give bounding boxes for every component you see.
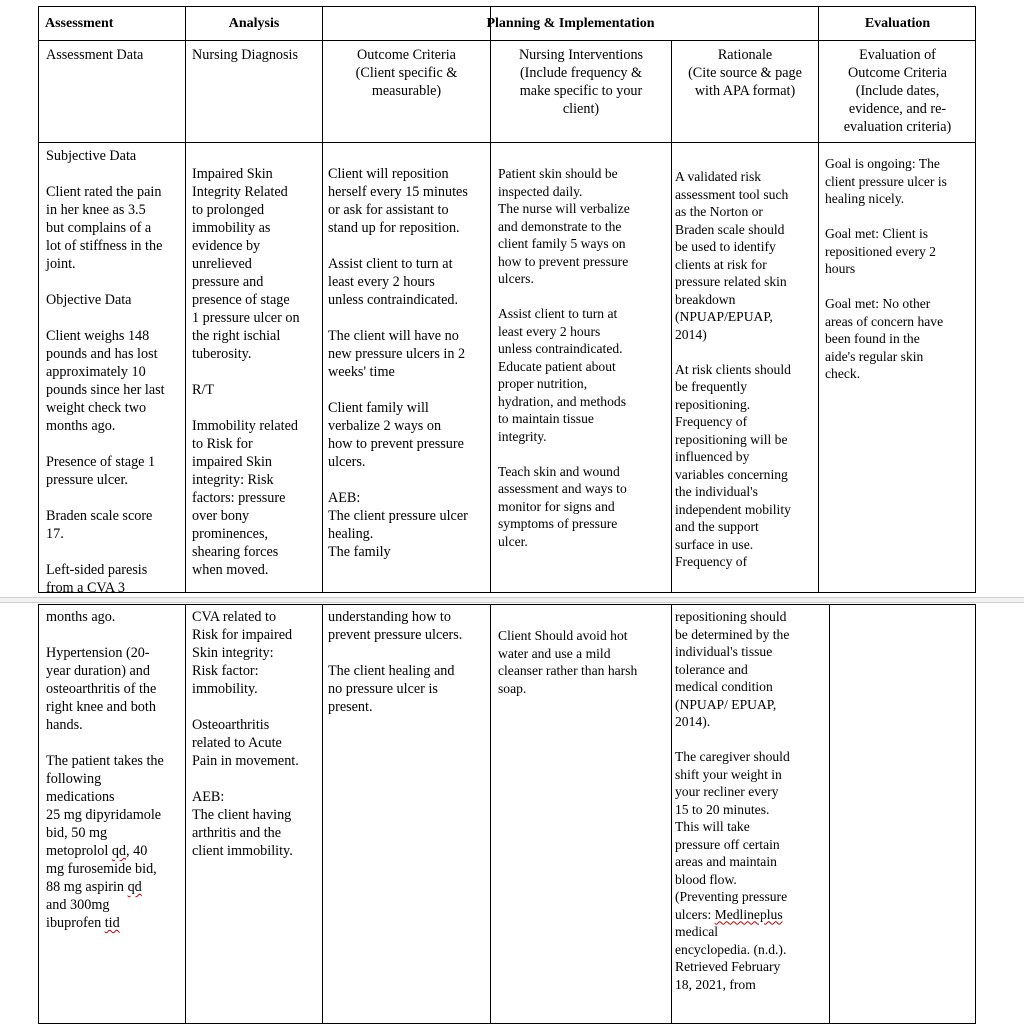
column-divider [829,605,830,1023]
header-analysis: Analysis [228,16,280,31]
assessment-data-cell: Subjective Data Client rated the pain in her knee as 3.5 but complains of a lot of stiffness in the joint. Objective Data Client weighs 148 pounds and has lost approximately 10 pounds since her last weight check two months ago. Presence of stage 1 pressure ulcer. Braden scale score 17. Left-sided paresis from a CVA 3 [46,148,165,596]
subheader-nursing-diagnosis: Nursing Diagnosis [192,47,299,63]
nursing-diagnosis-cell: Impaired Skin Integrity Related to prolonged immobility as evidence by unrelieved pressure and presence of stage 1 pressure ulcer on the right ischial tuberosity. R/T Immobility related to Risk for impaired Skin integrity: Risk factors: pressure over bony prominences, shearing forces when moved. [192,166,300,578]
nursing-diagnosis-cell-continued: CVA related to Risk for impaired Skin integrity: Risk factor: immobility. Osteoarthritis related to Acute Pain in movement. AEB: The client having arthritis and the client immobility. [192,609,299,859]
subheader-outcome-criteria: Outcome Criteria (Client specific & measurable) [355,47,458,99]
assessment-data-cell-continued: months ago. Hypertension (20- year duration) and osteoarthritis of the right knee and both hands. The patient takes the following medications 25 mg dipyridamole bid, 50 mg metoprolol qd, 40 mg furosemide bid, 88 mg aspirin qd and 300mg ibuprofen tid [46,609,164,931]
subheader-evaluation-outcome: Evaluation of Outcome Criteria (Include dates, evidence, and re- evaluation criteria) [843,47,952,135]
spellcheck-word-qd: qd [111,843,126,859]
outcome-criteria-cell-continued: understanding how to prevent pressure ulcers. The client healing and no pressure ulcer is present. [328,609,463,715]
header-planning-implementation: Planning & Implementation [486,16,655,31]
column-divider [671,605,672,1023]
column-divider [322,605,323,1023]
header-assessment: Assessment [45,16,114,31]
subheader-rationale: Rationale (Cite source & page with APA format) [688,47,802,99]
evaluation-cell: Goal is ongoing: The client pressure ulcer is healing nicely. Goal met: Client is repositioned every 2 hours Goal met: No other areas of concern have been found in the aide's regular skin check. [825,156,947,381]
column-divider [490,605,491,1023]
spellcheck-word-medlineplus: Medlineplus [714,906,783,922]
spellcheck-word-tid: tid [104,915,120,931]
row-divider [39,40,975,41]
care-plan-table-page-1 [38,6,976,596]
subheader-nursing-interventions: Nursing Interventions (Include frequency & make specific to your client) [518,47,644,117]
outcome-criteria-cell: Client will reposition herself every 15 minutes or ask for assistant to stand up for reposition. Assist client to turn at least every 2 hours unless contraindicated. The client will have no new pressure ulcers in 2 weeks' time Client family will verbalize 2 ways on how to prevent pressure ulcers. AEB: The client pressure ulcer healing. The family [328,166,468,560]
column-divider [671,41,672,592]
column-divider [185,605,186,1023]
rationale-cell-continued: repositioning should be determined by the individual's tissue tolerance and medical condition (NPUAP/ EPUAP, 2014). The caregiver should shift your weight in your recliner every 15 to 20 minutes. This will take pressure off certain areas and maintain blood flow. (Preventing pressure ulcers: Medlineplus medical encyclopedia. (n.d.). Retrieved February 18, 2021, from [675,609,790,992]
page-break [0,597,1024,603]
header-evaluation: Evaluation [864,16,931,31]
care-plan-table-page-2 [38,604,976,1024]
nursing-interventions-cell: Patient skin should be inspected daily. The nurse will verbalize and demonstrate to the client family 5 ways on how to prevent pressure ulcers. Assist client to turn at least every 2 hours unless contraindicated. Educate patient about proper nutrition, hydration, and methods to maintain tissue integrity. Teach skin and wound assessment and ways to monitor for signs and symptoms of pressure ulcer. [498,166,630,549]
subheader-assessment-data: Assessment Data [46,47,144,63]
rationale-cell: A validated risk assessment tool such as the Norton or Braden scale should be used to identify clients at risk for pressure related skin breakdown (NPUAP/EPUAP, 2014) At risk clients should be frequently repositioning. Frequency of repositioning will be influenced by variables concerning the individual's independent mobility and the support surface in use. Frequency of [675,169,791,569]
column-divider [185,7,186,592]
row-divider [39,142,975,143]
spellcheck-word-qd: qd [127,879,142,895]
nursing-interventions-cell-continued: Client Should avoid hot water and use a mild cleanser rather than harsh soap. [498,628,638,696]
